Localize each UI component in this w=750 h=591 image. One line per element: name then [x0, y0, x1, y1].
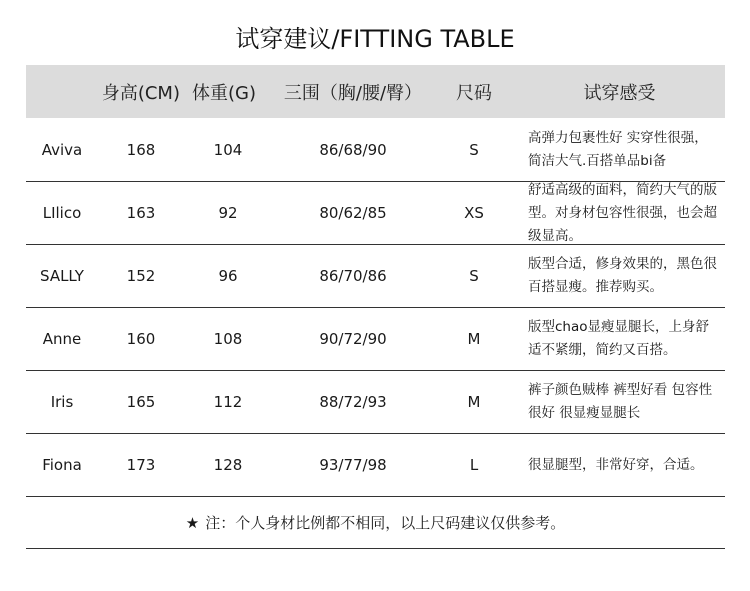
- row-size: M: [467, 330, 481, 348]
- row-feel: 裤子颜色贼棒 裤型好看 包容性很好 很显瘦显腿长: [528, 382, 713, 421]
- footnote: [26, 497, 725, 549]
- row-name: LIlico: [42, 204, 82, 222]
- row-size: M: [467, 393, 481, 411]
- header-feel: 试穿感受: [583, 82, 656, 104]
- row-weight: 104: [213, 140, 243, 159]
- row-measurements: 86/70/86: [319, 267, 387, 285]
- row-weight: 92: [218, 204, 238, 222]
- row-size: S: [469, 140, 479, 159]
- row-size: S: [469, 267, 479, 285]
- row-weight: 112: [213, 393, 243, 411]
- row-measurements: 88/72/93: [319, 393, 387, 411]
- table-row: [26, 371, 725, 434]
- row-feel: 版型chao显瘦显腿长，上身舒适不紧绷，简约又百搭。: [528, 319, 710, 358]
- row-name: SALLY: [40, 267, 84, 285]
- row-height: 173: [126, 456, 156, 474]
- row-measurements: 80/62/85: [319, 204, 387, 222]
- footnote-text: 注：个人身材比例都不相同，以上尺码建议仅供参考。: [205, 514, 566, 532]
- row-height: 163: [126, 204, 156, 222]
- row-feel: 版型合适，修身效果的，黑色很百搭显瘦。推荐购买。: [528, 256, 717, 295]
- table-row: [26, 182, 725, 245]
- row-feel: 很显腿型，非常好穿，合适。: [528, 456, 704, 473]
- header-weight: 体重(G): [192, 82, 256, 104]
- row-height: 152: [126, 267, 156, 285]
- row-feel: 高弹力包裹性好 实穿性很强，简洁大气.百搭单品bi备: [528, 129, 708, 169]
- row-name: Aviva: [41, 140, 83, 159]
- table-row: [26, 308, 725, 371]
- row-height: 160: [126, 330, 156, 348]
- row-measurements: 90/72/90: [319, 330, 387, 348]
- row-size: XS: [464, 204, 484, 222]
- table-row: [26, 434, 725, 497]
- header-size: 尺码: [456, 82, 492, 104]
- star-icon: ★: [185, 513, 200, 532]
- row-weight: 108: [213, 330, 243, 348]
- header-measurements: 三围（胸/腰/臀）: [283, 82, 423, 104]
- table-header: [26, 65, 725, 118]
- table-row: [26, 245, 725, 308]
- row-measurements: 93/77/98: [319, 456, 387, 474]
- page-title: 试穿建议/FITTING TABLE: [235, 25, 515, 53]
- header-height: 身高(CM): [101, 82, 180, 104]
- fitting-table: [26, 65, 725, 549]
- row-weight: 128: [213, 456, 243, 474]
- row-measurements: 86/68/90: [319, 140, 387, 159]
- row-size: L: [469, 456, 479, 474]
- row-height: 168: [126, 140, 156, 159]
- row-feel: 舒适高级的面料，简约大气的版型。对身材包容性很强，也会超级显高。: [528, 181, 717, 244]
- row-name: Fiona: [42, 456, 82, 474]
- table-row: [26, 118, 725, 182]
- row-weight: 96: [218, 267, 238, 285]
- row-height: 165: [126, 393, 156, 411]
- row-name: Anne: [42, 330, 82, 348]
- row-name: Iris: [50, 393, 74, 411]
